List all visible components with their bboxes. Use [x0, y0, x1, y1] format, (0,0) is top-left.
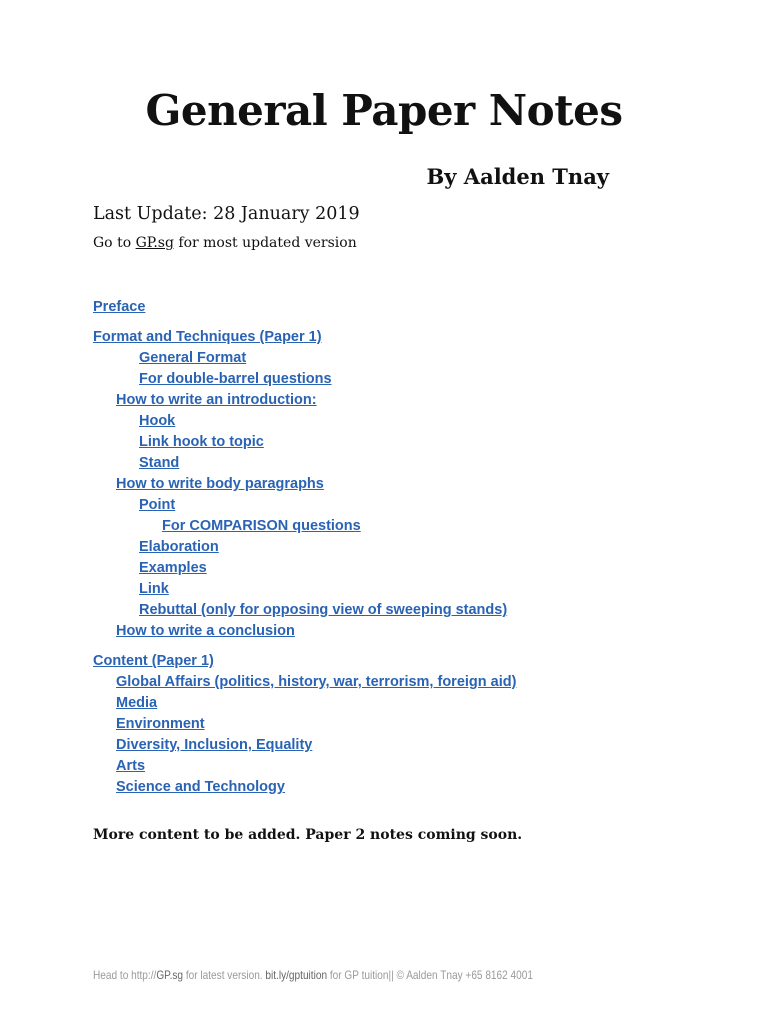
toc-point[interactable]: Point — [139, 497, 176, 513]
toc-arts[interactable]: Arts — [116, 758, 146, 774]
last-update: Last Update: 28 January 2019 — [93, 204, 360, 224]
goto-suffix: for most updated version — [173, 235, 357, 251]
page-footer — [93, 968, 533, 982]
toc-hook[interactable]: Hook — [139, 413, 176, 429]
toc-introduction[interactable]: How to write an introduction: — [116, 392, 317, 408]
toc-content-paper-1[interactable]: Content (Paper 1) — [93, 653, 214, 669]
toc-global-affairs[interactable]: Global Affairs (politics, history, war, terrorism, foreign aid) — [116, 674, 517, 690]
document-author: By Aalden Tnay — [426, 164, 609, 189]
toc-conclusion[interactable]: How to write a conclusion — [116, 623, 295, 639]
toc-rebuttal[interactable]: Rebuttal (only for opposing view of sweeping stands) — [139, 602, 508, 618]
toc-general-format[interactable]: General Format — [139, 350, 247, 366]
toc-format-and-techniques[interactable]: Format and Techniques (Paper 1) — [93, 329, 322, 345]
footer-part-1: Head to http:// — [93, 968, 157, 982]
footer-part-3: for latest version. — [183, 968, 266, 982]
goto-line — [93, 235, 357, 251]
goto-prefix: Go to — [93, 235, 136, 251]
footer-part-5: for GP tuition|| © Aalden Tnay +65 8162 4001 — [327, 968, 533, 982]
toc-elaboration[interactable]: Elaboration — [139, 539, 219, 555]
footer-tuition-link[interactable]: bit.ly/gptuition — [265, 968, 328, 982]
toc-comparison[interactable]: For COMPARISON questions — [162, 518, 361, 534]
gp-sg-link[interactable]: GP.sg — [135, 235, 174, 251]
footer-gp-link[interactable]: GP.sg — [156, 968, 184, 982]
toc-environment[interactable]: Environment — [116, 716, 205, 732]
closing-note: More content to be added. Paper 2 notes coming soon. — [93, 827, 523, 843]
toc-stand[interactable]: Stand — [139, 455, 180, 471]
document-title: General Paper Notes — [145, 86, 623, 135]
toc-media[interactable]: Media — [116, 695, 158, 711]
toc-diversity[interactable]: Diversity, Inclusion, Equality — [116, 737, 313, 753]
toc-preface[interactable]: Preface — [93, 299, 146, 315]
toc-science-technology[interactable]: Science and Technology — [116, 779, 285, 795]
toc-body-paragraphs[interactable]: How to write body paragraphs — [116, 476, 324, 492]
toc-examples[interactable]: Examples — [139, 560, 207, 576]
toc-link[interactable]: Link — [139, 581, 169, 597]
toc-double-barrel[interactable]: For double-barrel questions — [139, 371, 332, 387]
toc-link-hook[interactable]: Link hook to topic — [139, 434, 264, 450]
